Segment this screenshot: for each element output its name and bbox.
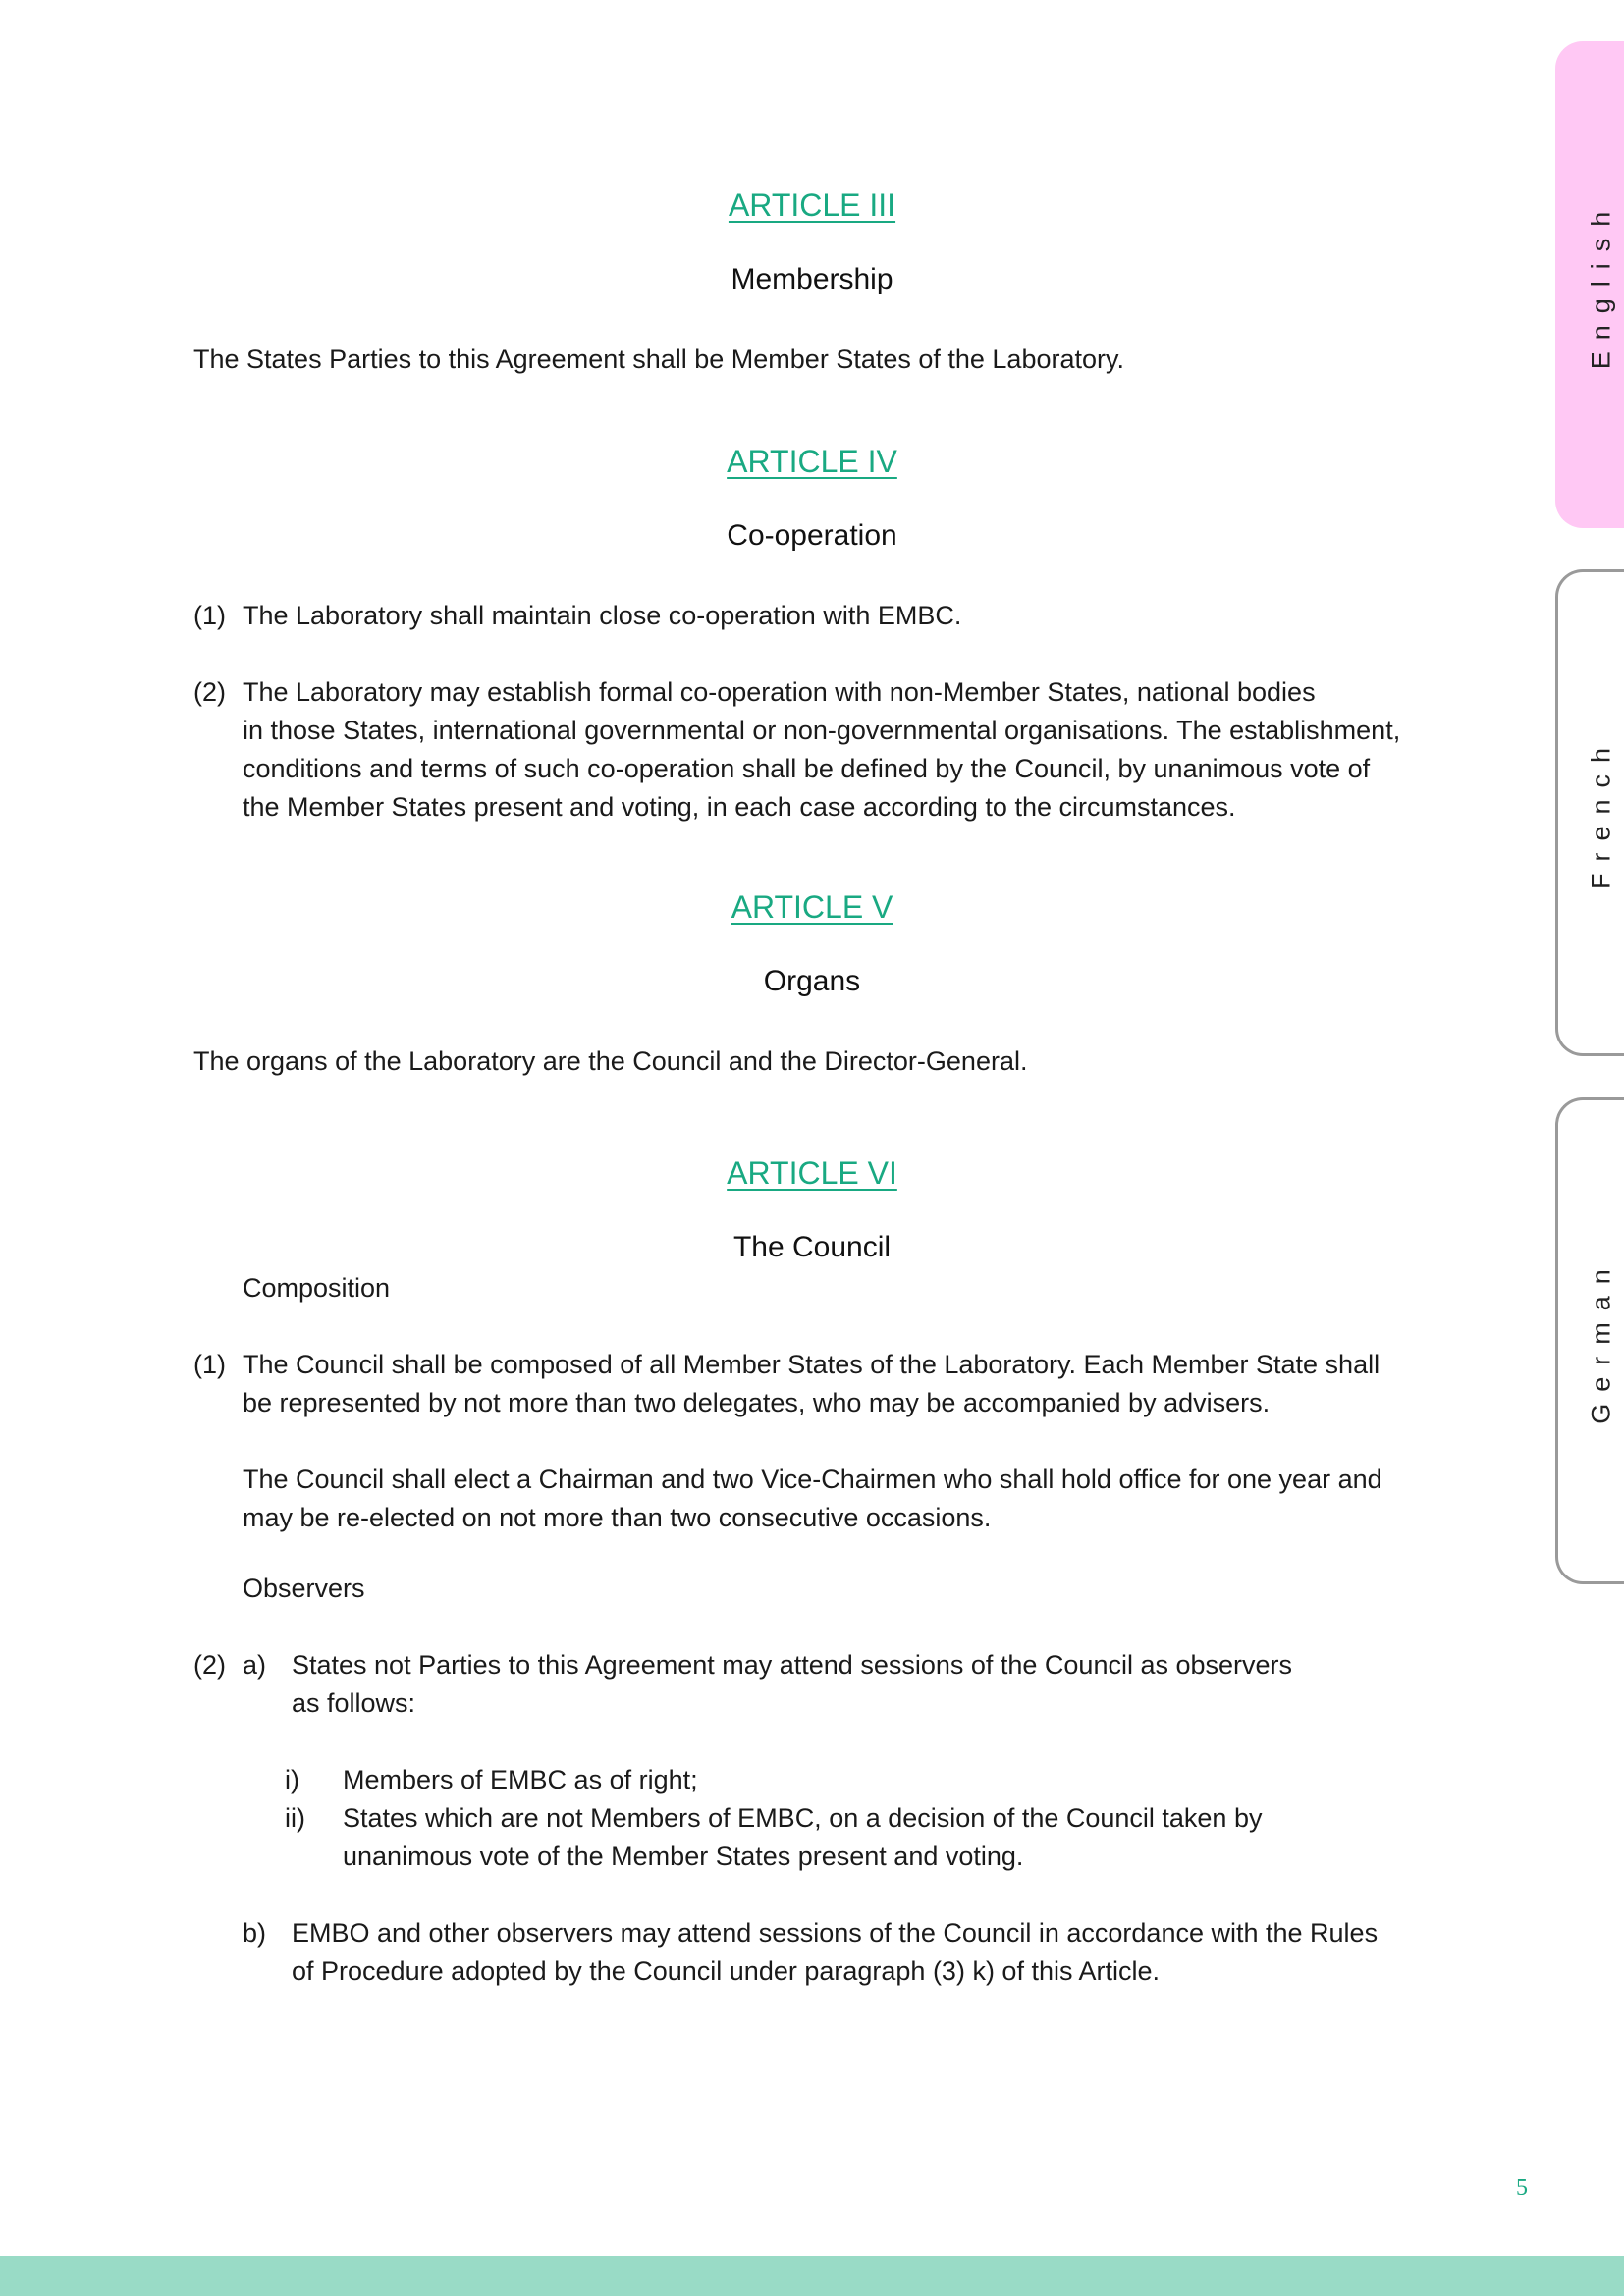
tab-english-label: English (1586, 199, 1615, 370)
article-4-para-1-number: (1) (193, 601, 226, 630)
page-number: 5 (1516, 2175, 1528, 2201)
article-3-text: The States Parties to this Agreement shall be Member States of the Laboratory. (193, 345, 1124, 374)
article-5-subtitle: Organs (763, 965, 861, 997)
article-4-para-2-number: (2) (193, 677, 226, 707)
article-6-para-1-line-2: be represented by not more than two delegates, who may be accompanied by advisers. (243, 1388, 1271, 1417)
item-b-line-2: of Procedure adopted by the Council under paragraph (3) k) of this Article. (292, 1956, 1160, 1986)
article-4-para-1-text: The Laboratory shall maintain close co-operation with EMBC. (243, 601, 962, 630)
article-3-heading[interactable]: ARTICLE III (728, 187, 896, 223)
observers-heading: Observers (243, 1574, 365, 1603)
article-6-para-1b-line-1: The Council shall elect a Chairman and two Vice-Chairmen who shall hold office for one year and (243, 1465, 1382, 1494)
item-b-label: b) (243, 1918, 267, 1948)
article-6-para-2-number: (2) (193, 1650, 226, 1680)
item-ii-line-2: unanimous vote of the Member States present and voting. (343, 1842, 1024, 1871)
article-4-para-2-line-3: conditions and terms of such co-operation shall be defined by the Council, by unanimous vote of (243, 754, 1371, 783)
article-4-para-2-line-1: The Laboratory may establish formal co-operation with non-Member States, national bodies (243, 677, 1316, 707)
article-4-para-2-line-4: the Member States present and voting, in each case according to the circumstances. (243, 792, 1236, 822)
tab-german-label: German (1586, 1257, 1615, 1424)
item-i-text: Members of EMBC as of right; (343, 1765, 698, 1794)
article-4-subtitle: Co-operation (727, 519, 897, 552)
item-a-label: a) (243, 1650, 267, 1680)
item-i-label: i) (285, 1765, 299, 1794)
composition-heading: Composition (243, 1273, 391, 1303)
article-6-para-1b-line-2: may be re-elected on not more than two consecutive occasions. (243, 1503, 992, 1532)
item-ii-line-1: States which are not Members of EMBC, on a decision of the Council taken by (343, 1803, 1263, 1833)
article-6-subtitle: The Council (732, 1231, 892, 1263)
footer-bar (0, 2256, 1624, 2296)
article-4-heading[interactable]: ARTICLE IV (727, 444, 897, 479)
item-b-line-1: EMBO and other observers may attend sessions of the Council in accordance with the Rules (292, 1918, 1379, 1948)
article-3-subtitle: Membership (731, 263, 893, 295)
article-5-heading[interactable]: ARTICLE V (731, 889, 893, 925)
item-ii-label: ii) (285, 1803, 305, 1833)
article-6-para-1-number: (1) (193, 1350, 226, 1379)
article-6-para-1-line-1: The Council shall be composed of all Member States of the Laboratory. Each Member State shall (243, 1350, 1380, 1379)
article-5-text: The organs of the Laboratory are the Council and the Director-General. (193, 1046, 1028, 1076)
tab-french-label: French (1586, 735, 1615, 890)
article-6-heading[interactable]: ARTICLE VI (727, 1155, 897, 1191)
item-a-line-2: as follows: (292, 1688, 416, 1718)
article-4-para-2-line-2: in those States, international governmental or non-governmental organisations. The establishment, (243, 716, 1401, 745)
item-a-line-1: States not Parties to this Agreement may attend sessions of the Council as observers (292, 1650, 1293, 1680)
